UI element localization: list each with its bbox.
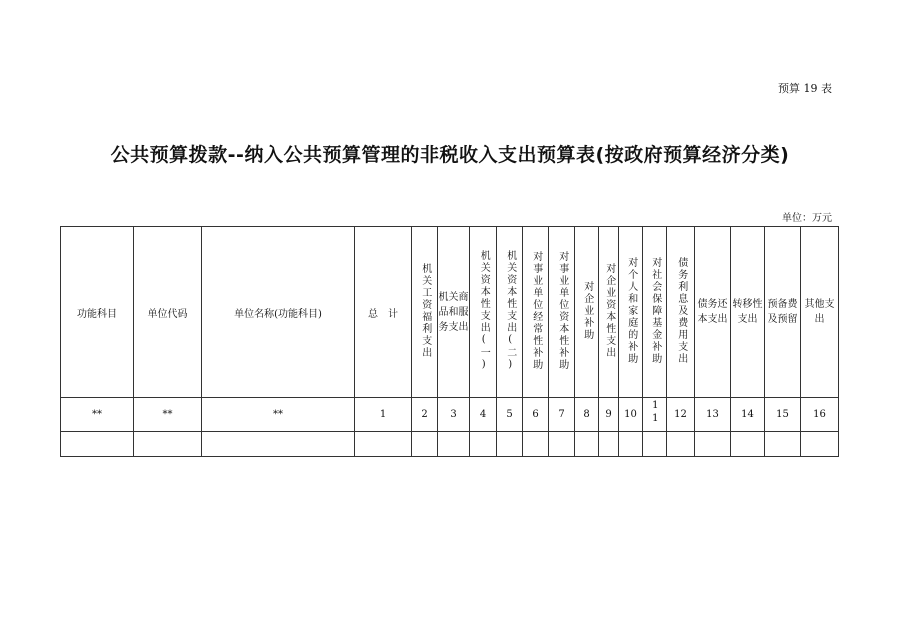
header-c6 — [549, 227, 575, 398]
index-func-subject: ** — [61, 398, 134, 432]
empty-cell — [695, 432, 731, 457]
header-c2-label: 机关商品和服务支出 — [438, 291, 469, 333]
index-total: 1 — [355, 398, 412, 432]
index-c4: 5 — [497, 398, 523, 432]
index-row — [61, 398, 839, 432]
index-c11: 12 — [667, 398, 695, 432]
empty-cell — [575, 432, 599, 457]
header-unit-code: 单位代码 — [134, 227, 202, 398]
index-c14: 15 — [765, 398, 801, 432]
header-c9-label: 对个人和家庭的补助 — [625, 256, 637, 365]
header-c14 — [765, 227, 801, 398]
index-c8: 9 — [599, 398, 619, 432]
header-total: 总 计 — [355, 227, 412, 398]
index-c9: 10 — [619, 398, 643, 432]
index-c7: 8 — [575, 398, 599, 432]
header-c3-label: 机关资本性支出(一) — [478, 249, 490, 372]
header-c3 — [470, 227, 497, 398]
header-c7 — [575, 227, 599, 398]
header-c7-label: 对企业补助 — [581, 280, 593, 341]
empty-cell — [643, 432, 667, 457]
header-c5 — [523, 227, 549, 398]
header-c4-label: 机关资本性支出(二) — [504, 249, 516, 372]
empty-cell — [599, 432, 619, 457]
empty-cell — [731, 432, 765, 457]
empty-cell — [134, 432, 202, 457]
header-c12-label: 债务还本支出 — [697, 299, 728, 325]
empty-cell — [765, 432, 801, 457]
index-c12: 13 — [695, 398, 731, 432]
header-c15-label: 其他支出 — [804, 299, 835, 325]
empty-cell — [470, 432, 497, 457]
header-c14-label: 预备费及预留 — [767, 299, 798, 325]
empty-cell — [549, 432, 575, 457]
header-row — [61, 227, 839, 398]
header-c6-label: 对事业单位资本性补助 — [556, 250, 568, 371]
empty-cell — [355, 432, 412, 457]
form-number: 预算 19 表 — [778, 82, 832, 95]
budget-table — [60, 226, 839, 457]
header-c1 — [412, 227, 438, 398]
index-c6: 7 — [549, 398, 575, 432]
header-c10-label: 对社会保障基金补助 — [649, 256, 661, 365]
empty-cell — [523, 432, 549, 457]
index-c15: 16 — [801, 398, 839, 432]
index-unit-code: ** — [134, 398, 202, 432]
header-func-subject: 功能科目 — [61, 227, 134, 398]
index-unit-name: ** — [202, 398, 355, 432]
empty-cell — [801, 432, 839, 457]
index-c10-label: 11 — [649, 400, 661, 426]
index-c10 — [643, 398, 667, 432]
header-c9 — [619, 227, 643, 398]
empty-cell — [619, 432, 643, 457]
header-c2 — [438, 227, 470, 398]
empty-cell — [202, 432, 355, 457]
index-c13: 14 — [731, 398, 765, 432]
empty-cell — [497, 432, 523, 457]
header-c10 — [643, 227, 667, 398]
header-c13 — [731, 227, 765, 398]
header-c8 — [599, 227, 619, 398]
header-c11 — [667, 227, 695, 398]
empty-cell — [438, 432, 470, 457]
index-c5: 6 — [523, 398, 549, 432]
header-c12 — [695, 227, 731, 398]
header-c13-label: 转移性支出 — [732, 299, 763, 325]
header-c5-label: 对事业单位经常性补助 — [530, 250, 542, 371]
header-c11-label: 债务利息及费用支出 — [675, 256, 687, 365]
empty-cell — [61, 432, 134, 457]
empty-cell — [667, 432, 695, 457]
index-c2: 3 — [438, 398, 470, 432]
empty-row — [61, 432, 839, 457]
index-c3: 4 — [470, 398, 497, 432]
index-c1: 2 — [412, 398, 438, 432]
header-unit-name: 单位名称(功能科目) — [202, 227, 355, 398]
header-c15 — [801, 227, 839, 398]
header-c4 — [497, 227, 523, 398]
unit-label: 单位：万元 — [782, 213, 832, 224]
header-c8-label: 对企业资本性支出 — [603, 262, 615, 359]
header-c1-label: 机关工资福利支出 — [419, 262, 431, 359]
page-title: 公共预算拨款--纳入公共预算管理的非税收入支出预算表(按政府预算经济分类) — [110, 144, 790, 166]
empty-cell — [412, 432, 438, 457]
